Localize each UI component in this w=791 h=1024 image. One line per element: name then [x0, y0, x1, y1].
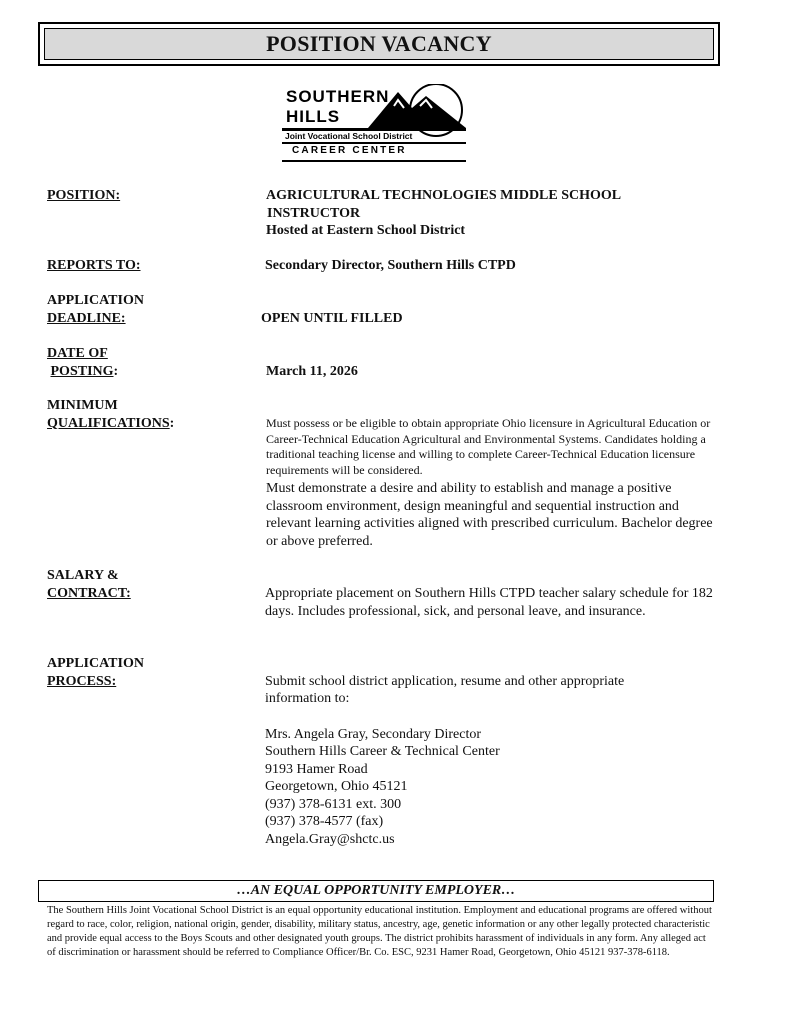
logo-text-hills: HILLS	[286, 107, 341, 126]
posting-label-text: POSTING	[50, 364, 114, 379]
logo-text-career-center: CAREER CENTER	[292, 145, 407, 156]
deadline-value: OPEN UNTIL FILLED	[261, 311, 403, 326]
logo-text-district: Joint Vocational School District	[285, 131, 413, 141]
contact-city: Georgetown, Ohio 45121	[265, 779, 408, 794]
nondiscrimination-notice: The Southern Hills Joint Vocational School District is an equal opportunity educational institution. Employment and educational programs are offered without regard to race, color, religion, national origin, gender, disability, military status, ancestry, age, genetic information or any other legally protected characteristic and provide equal access to the Boys Scouts and other designated youth groups. The district prohibits harassment of individuals in any form. Any alleged act of discrimination or harassment should be referred to Compliance Officer/Br. Co. ESC, 9231 Hamer Road, Georgetown, Ohio 45121 937-378-6118.	[47, 905, 712, 958]
contact-fax: (937) 378-4577 (fax)	[265, 814, 384, 829]
page-title: POSITION VACANCY	[266, 31, 492, 56]
equal-opportunity-text: …AN EQUAL OPPORTUNITY EMPLOYER…	[236, 883, 516, 898]
reports-to-label: REPORTS TO:	[47, 258, 141, 273]
salary-text: Appropriate placement on Southern Hills CTPD teacher salary schedule for 182 days. Includes professional, sick, and personal leave, and insurance.	[265, 586, 713, 619]
contact-organization: Southern Hills Career & Technical Center	[265, 744, 500, 759]
contact-name: Mrs. Angela Gray, Secondary Director	[265, 727, 482, 742]
posting-label-line1: DATE OF	[47, 346, 108, 361]
deadline-label-line1: APPLICATION	[47, 293, 144, 308]
posting-value: March 11, 2026	[266, 364, 358, 379]
title-banner	[38, 22, 720, 66]
deadline-label-line2: DEADLINE:	[47, 311, 126, 326]
process-intro-line1: Submit school district application, resume and other appropriate	[265, 674, 625, 689]
position-value-line1: AGRICULTURAL TECHNOLOGIES MIDDLE SCHOOL	[266, 188, 622, 203]
salary-label-line2: CONTRACT:	[47, 586, 131, 601]
qualifications-text-part1: Must possess or be eligible to obtain appropriate Ohio licensure in Agricultural Education or Career-Technical Education Agricultural and Environmental Systems. Candidates holding a traditional teaching license and willing to complete Career-Technical Education licensure requirements will be considered.	[266, 416, 711, 477]
process-label-line1: APPLICATION	[47, 656, 144, 671]
qualifications-text-part2: Must demonstrate a desire and ability to establish and manage a positive classroom environment, design meaningful and sequential instruction and relevant learning activities aligned with prescribed curriculum. Bachelor degree or above preferred.	[266, 481, 713, 549]
position-value-line2: INSTRUCTOR	[267, 206, 361, 221]
posting-label-colon: :	[113, 364, 119, 379]
contact-street: 9193 Hamer Road	[265, 762, 368, 777]
qualifications-label-colon: :	[169, 416, 175, 431]
process-label-line2: PROCESS:	[47, 674, 117, 689]
posting-label-line2	[47, 363, 118, 380]
reports-to-value: Secondary Director, Southern Hills CTPD	[265, 258, 516, 273]
contact-email[interactable]: Angela.Gray@shctc.us	[265, 832, 395, 847]
position-label: POSITION:	[47, 188, 121, 203]
position-value-line3: Hosted at Eastern School District	[266, 223, 466, 238]
contact-phone: (937) 378-6131 ext. 300	[265, 797, 402, 812]
equal-opportunity-banner	[38, 880, 714, 902]
title-banner-inner	[44, 28, 714, 60]
school-logo	[280, 84, 470, 164]
qualifications-label-text: QUALIFICATIONS	[47, 416, 170, 431]
logo-text-southern: SOUTHERN	[286, 87, 390, 106]
process-intro-line2: information to:	[265, 691, 350, 706]
qualifications-label-line2	[47, 415, 174, 432]
qualifications-label-line1: MINIMUM	[47, 398, 118, 413]
salary-label-line1: SALARY &	[47, 568, 119, 583]
